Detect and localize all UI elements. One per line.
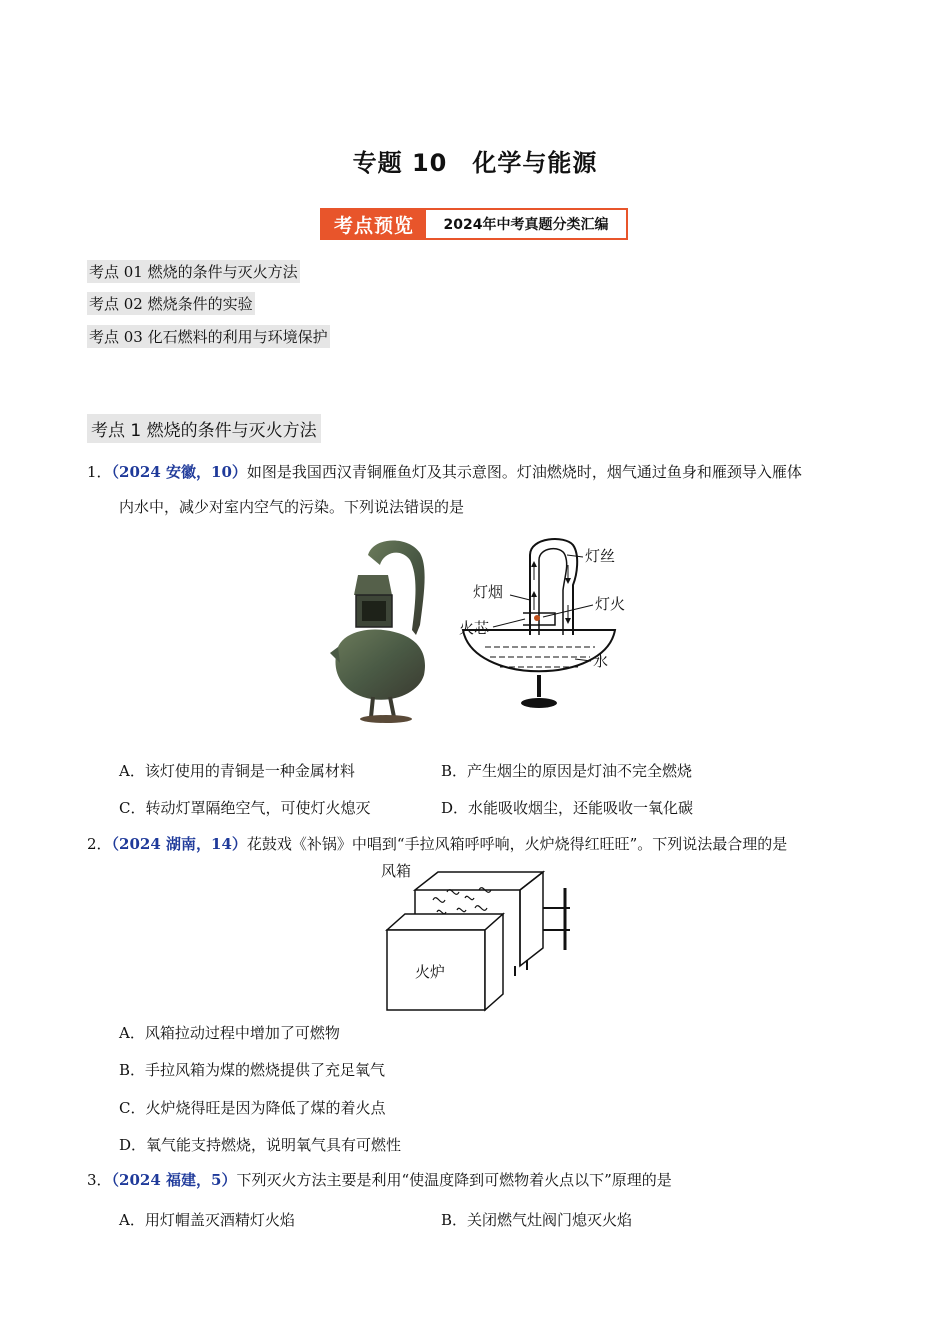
- question-source: （2024 湖南，14）: [111, 835, 247, 853]
- toc-item-1[interactable]: 考点 01 燃烧的条件与灭火方法: [87, 260, 300, 283]
- label-fire: 灯火: [595, 595, 626, 613]
- question-1-line1: [87, 455, 802, 489]
- question-2-line1: [87, 827, 787, 861]
- question-number: 1．: [87, 463, 112, 481]
- q1-option-c[interactable]: C．转动灯罩隔绝空气，可使灯火熄灭: [119, 799, 371, 817]
- label-wick: 灯丝: [585, 547, 616, 565]
- q2-option-a[interactable]: A．风箱拉动过程中增加了可燃物: [119, 1024, 340, 1042]
- label-smoke: 灯烟: [473, 583, 504, 601]
- bellows-furnace-diagram: [375, 860, 575, 1015]
- banner-subtitle: 2024年中考真题分类汇编: [443, 217, 609, 233]
- q2-option-c[interactable]: C．火炉烧得旺是因为降低了煤的着火点: [119, 1099, 386, 1117]
- question-stem: 花鼓戏《补锅》中唱到“手拉风箱呼呼响，火炉烧得红旺旺”。下列说法最合理的是: [246, 835, 788, 853]
- question-1-line2: 内水中，减少对室内空气的污染。下列说法错误的是: [119, 498, 465, 516]
- banner-tag: 考点预览: [322, 210, 426, 238]
- q1-option-d[interactable]: D．水能吸收烟尘，还能吸收一氧化碳: [441, 799, 694, 817]
- label-core: 火芯: [459, 619, 490, 637]
- question-source: （2024 福建，5）: [111, 1171, 237, 1189]
- question-3-line1: [87, 1163, 672, 1197]
- lamp-schematic-diagram: [455, 535, 640, 715]
- question-number: 3．: [87, 1171, 112, 1189]
- q2-option-b[interactable]: B．手拉风箱为煤的燃烧提供了充足氧气: [119, 1061, 386, 1079]
- toc-item-2[interactable]: 考点 02 燃烧条件的实验: [87, 292, 255, 315]
- preview-banner: [320, 208, 628, 240]
- q1-option-b[interactable]: B．产生烟尘的原因是灯油不完全燃烧: [441, 762, 693, 780]
- label-furnace: 火炉: [415, 963, 446, 981]
- bronze-lamp-photo: [328, 535, 438, 725]
- q3-option-a[interactable]: A．用灯帽盖灭酒精灯火焰: [119, 1211, 295, 1229]
- question-stem: 下列灭火方法主要是利用“使温度降到可燃物着火点以下”原理的是: [236, 1171, 672, 1189]
- q2-option-d[interactable]: D．氧气能支持燃烧，说明氧气具有可燃性: [119, 1136, 402, 1154]
- page-title: 专题 10 化学与能源: [352, 149, 598, 177]
- question-number: 2．: [87, 835, 112, 853]
- label-water: 水: [593, 652, 609, 670]
- q3-option-b[interactable]: B．关闭燃气灶阀门熄灭火焰: [441, 1211, 633, 1229]
- q1-option-a[interactable]: A．该灯使用的青铜是一种金属材料: [119, 762, 355, 780]
- toc-item-3[interactable]: 考点 03 化石燃料的利用与环境保护: [87, 325, 330, 348]
- question-source: （2024 安徽，10）: [111, 463, 247, 481]
- question-stem: 如图是我国西汉青铜雁鱼灯及其示意图。灯油燃烧时，烟气通过鱼身和雁颈导入雁体: [246, 463, 802, 481]
- label-bellows: 风箱: [381, 862, 412, 880]
- section-heading: 考点 1 燃烧的条件与灭火方法: [87, 414, 321, 443]
